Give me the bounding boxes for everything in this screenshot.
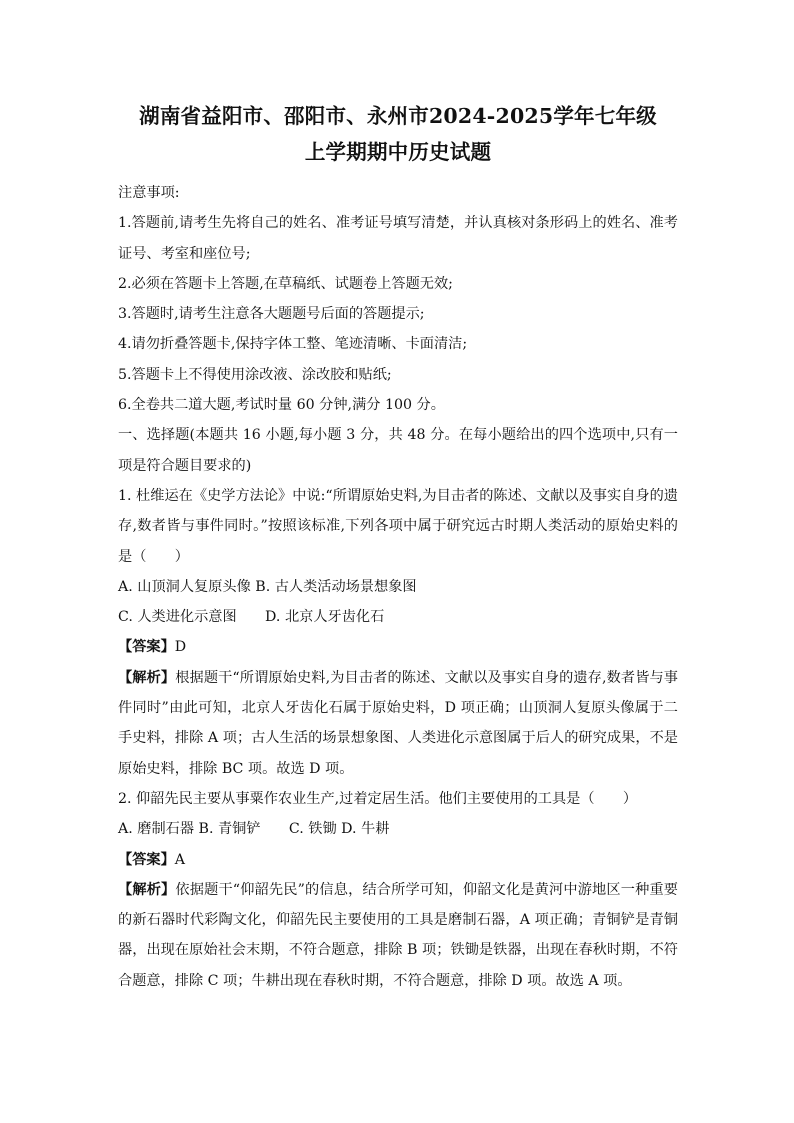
analysis-text: 根据题干“所谓原始史料,为目击者的陈述、文献以及事实自身的遗存,数者皆与事件同时”由此可知，北京人牙齿化石属于原始史料，D 项正确；山顶洞人复原头像属于二手史料，排除 A 项；古人生活的场景想象图、人类进化示意图属于后人的研究成果，不是原始史料，排除 BC 项。故选 D 项。 [118,669,678,777]
question-1-options-line2: C. 人类进化示意图 D. 北京人牙齿化石 [118,609,385,626]
question-1-analysis [118,663,678,784]
section-heading: 一、选择题(本题共 16 小题,每小题 3 分，共 48 分。在每小题给出的四个选项中,只有一项是符合题目要求的) [118,427,678,474]
question-2-stem: 2. 仰韶先民主要从事粟作农业生产,过着定居生活。他们主要使用的工具是（ ） [118,790,638,807]
answer-tag: 【答案】 [118,639,175,656]
exam-body [118,178,678,996]
question-1-stem: 1. 杜维运在《史学方法论》中说:“所谓原始史料,为目击者的陈述、文献以及事实自身的遗存,数者皆与事件同时。”按照该标准,下列各项中属于研究远古时期人类活动的原始史料的是（ ） [118,487,678,565]
notice-item-1: 1.答题前,请考生先将自己的姓名、准考证号填写清楚，并认真核对条形码上的姓名、准考证号、考室和座位号; [118,215,678,262]
analysis-tag: 【解析】 [118,881,176,898]
answer-tag: 【答案】 [118,851,175,868]
question-2-answer [118,845,678,875]
answer-value: A [174,851,186,868]
question-2-options-line1: A. 磨制石器 B. 青铜铲 C. 铁锄 D. 牛耕 [118,821,390,838]
notice-item-3: 3.答题时,请考生注意各大题题号后面的答题提示; [118,306,425,323]
notice-item-4: 4.请勿折叠答题卡,保持字体工整、笔迹清晰、卡面清洁; [118,336,468,353]
notice-heading: 注意事项: [118,185,180,201]
analysis-tag: 【解析】 [118,669,176,686]
exam-title-line1: 湖南省益阳市、邵阳市、永州市2024-2025学年七年级 [139,104,657,128]
exam-title-line2: 上学期期中历史试题 [304,140,492,164]
question-2-analysis [118,875,678,996]
notice-item-2: 2.必须在答题卡上答题,在草稿纸、试题卷上答题无效; [118,275,453,292]
question-1-answer [118,632,678,662]
analysis-text: 依据题干“仰韶先民”的信息，结合所学可知，仰韶文化是黄河中游地区一种重要的新石器时代彩陶文化，仰韶先民主要使用的工具是磨制石器，A 项正确；青铜铲是青铜器，出现在原始社会末期，不符合题意，排除 B 项；铁锄是铁器，出现在春秋时期，不符合题意，排除 C 项；牛耕出现在春秋时期，不符合题意，排除 D 项。故选 A 项。 [118,881,678,989]
answer-value: D [174,639,187,656]
question-1-options-line1: A. 山顶洞人复原头像 B. 古人类活动场景想象图 [118,578,417,595]
exam-page [118,98,678,996]
notice-item-5: 5.答题卡上不得使用涂改液、涂改胶和贴纸; [118,366,392,383]
notice-item-6: 6.全卷共二道大题,考试时量 60 分钟,满分 100 分。 [118,397,445,414]
